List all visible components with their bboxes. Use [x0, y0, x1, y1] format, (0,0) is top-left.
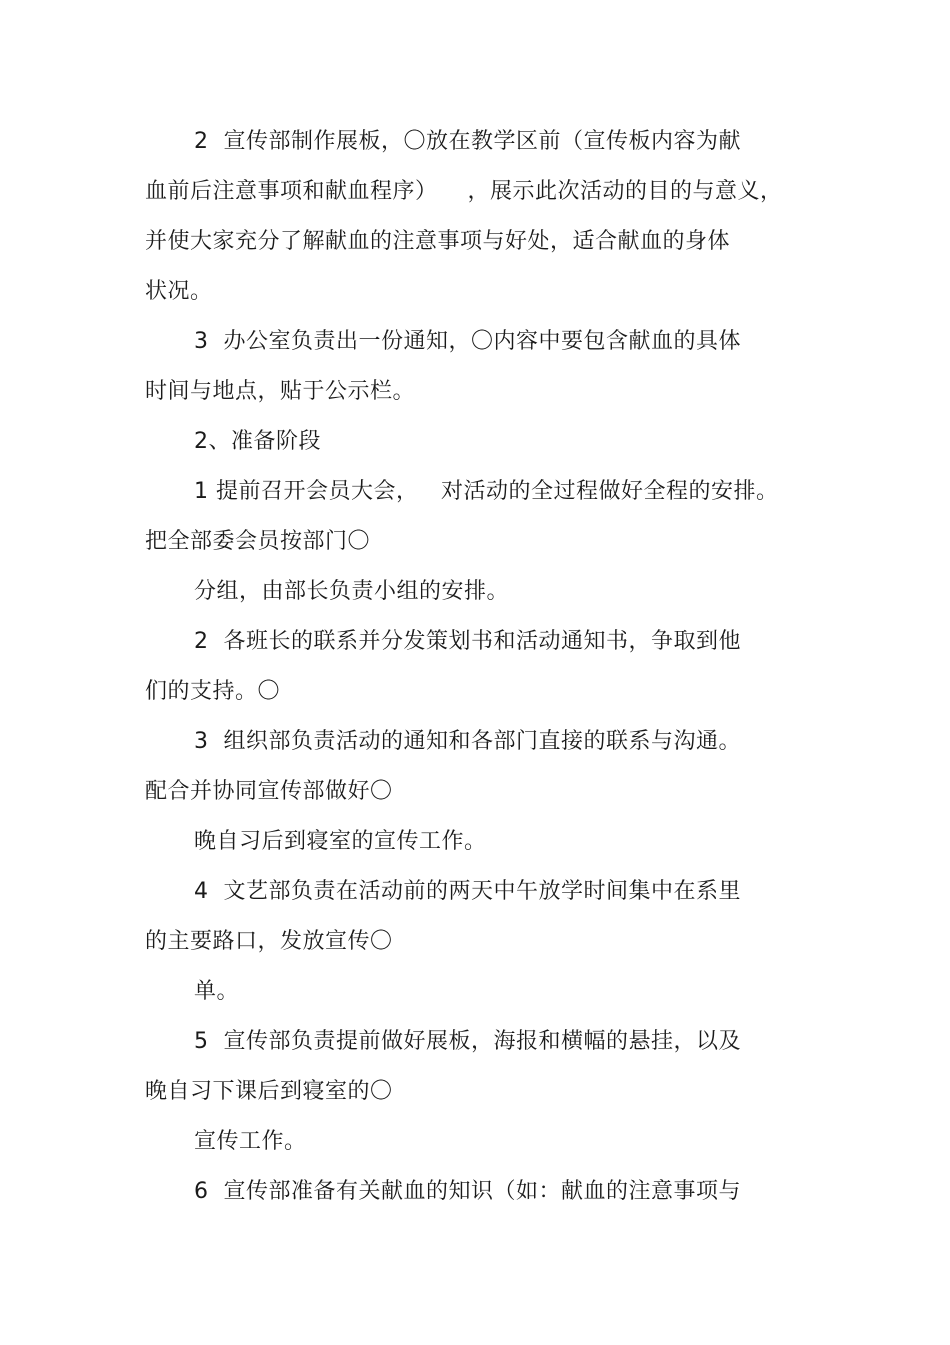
text-line: 血前后注意事项和献血程序） ，展示此次活动的目的与意义， — [145, 179, 783, 204]
text-line: 2 宣传部制作展板，〇放在教学区前（宣传板内容为献 — [194, 129, 741, 154]
section-heading: 2、准备阶段 — [194, 429, 321, 454]
text-line: 分组，由部长负责小组的安排。 — [194, 579, 510, 604]
text-line: 宣传工作。 — [194, 1129, 307, 1154]
text-line: 们的支持。〇 — [145, 679, 281, 704]
text-line: 状况。 — [145, 279, 213, 304]
text-line: 并使大家充分了解献血的注意事项与好处，适合献血的身体 — [145, 229, 731, 254]
text-line: 3 组织部负责活动的通知和各部门直接的联系与沟通。 — [194, 729, 741, 754]
text-line: 5 宣传部负责提前做好展板，海报和横幅的悬挂，以及 — [194, 1029, 741, 1054]
text-line: 2 各班长的联系并分发策划书和活动通知书，争取到他 — [194, 629, 741, 654]
text-line: 的主要路口，发放宣传〇 — [145, 929, 393, 954]
text-line: 晚自习后到寝室的宣传工作。 — [194, 829, 487, 854]
text-line: 单。 — [194, 979, 240, 1004]
text-line: 把全部委会员按部门〇 — [145, 529, 371, 554]
text-line: 晚自习下课后到寝室的〇 — [145, 1079, 393, 1104]
text-line: 时间与地点，贴于公示栏。 — [145, 379, 416, 404]
text-line: 配合并协同宣传部做好〇 — [145, 779, 393, 804]
text-line: 1 提前召开会员大会， 对活动的全过程做好全程的安排。 — [194, 479, 779, 504]
text-line: 3 办公室负责出一份通知，〇内容中要包含献血的具体 — [194, 329, 741, 354]
text-line: 6 宣传部准备有关献血的知识（如：献血的注意事项与 — [194, 1179, 741, 1204]
text-line: 4 文艺部负责在活动前的两天中午放学时间集中在系里 — [194, 879, 741, 904]
